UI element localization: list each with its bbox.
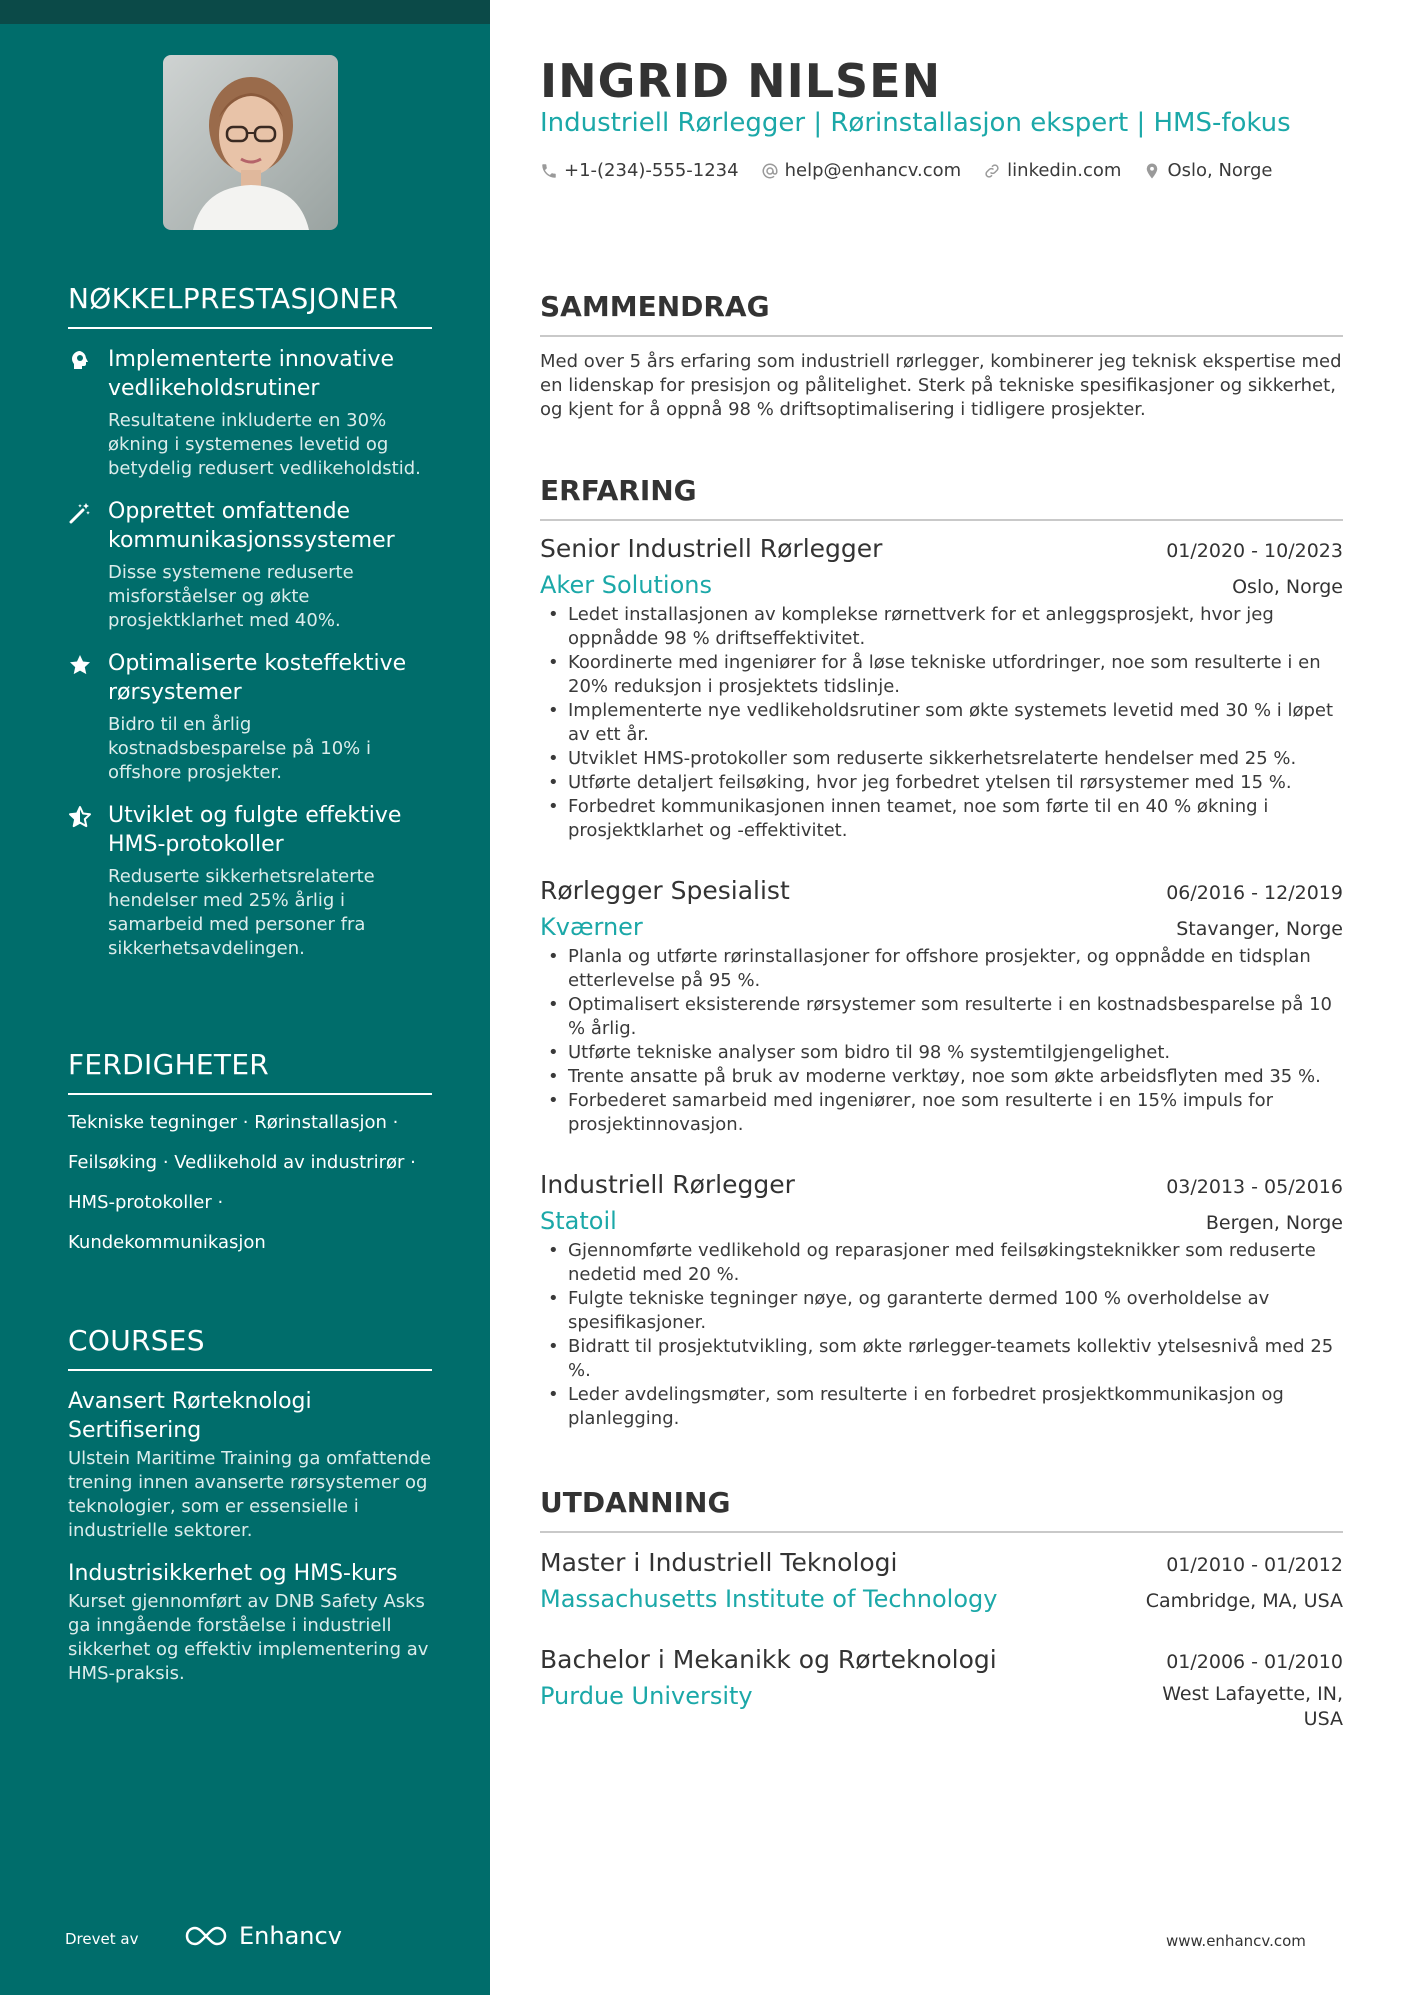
education-dates: 01/2006 - 01/2010 bbox=[1166, 1651, 1343, 1673]
education-location: Cambridge, MA, USA bbox=[1145, 1590, 1343, 1612]
company-name: Aker Solutions bbox=[540, 571, 712, 599]
job-dates: 06/2016 - 12/2019 bbox=[1166, 882, 1343, 904]
bullet-item: • Ledet installasjonen av komplekse rørnettverk for et anleggsprosjekt, hvor jeg oppnådde 98 % driftseffektivitet. bbox=[540, 603, 1343, 651]
magic-wand-icon bbox=[68, 497, 108, 633]
achievement-desc: Bidro til en årlig kostnadsbesparelse på 10% i offshore prosjekter. bbox=[108, 714, 371, 783]
course-item bbox=[68, 1559, 432, 1686]
link-icon bbox=[983, 162, 1001, 180]
candidate-name: INGRID NILSEN bbox=[540, 54, 942, 108]
summary-text: Med over 5 års erfaring som industriell rørlegger, kombinerer jeg teknisk ekspertise med en lidenskap for presisjon og pålitelighet. Sterk på tekniske spesifikasjoner og sikkerhet, og kjent for å oppnå 98 % driftsoptimalisering i tidligere prosjekter. bbox=[540, 351, 1342, 420]
course-item bbox=[68, 1387, 432, 1543]
company-name: Kværner bbox=[540, 913, 643, 941]
bullet-item: • Fulgte tekniske tegninger nøye, og garanterte dermed 100 % overholdelse av spesifikasjoner. bbox=[540, 1287, 1343, 1335]
bullet-item: • Leder avdelingsmøter, som resulterte i en forbedret prosjektkommunikasjon og planlegging. bbox=[540, 1383, 1343, 1431]
phone-icon bbox=[540, 162, 558, 180]
skills-heading: FERDIGHETER bbox=[68, 1048, 432, 1095]
job-location: Oslo, Norge bbox=[1232, 576, 1343, 598]
star-half-icon bbox=[68, 801, 108, 961]
education-entry bbox=[540, 1548, 1343, 1613]
phone-text: +1-(234)-555-1234 bbox=[564, 160, 739, 181]
location-pin-icon bbox=[1143, 162, 1161, 180]
courses-section bbox=[68, 1324, 432, 1686]
bullet-item: • Forbederet samarbeid med ingeniører, noe som resulterte i en 15% impuls for prosjektinnovasjon. bbox=[540, 1089, 1343, 1137]
school-name: Purdue University bbox=[540, 1682, 753, 1710]
course-desc: Kurset gjennomført av DNB Safety Asks ga inngående forståelse i industriell sikkerhet og effektiv implementering av HMS-praksis. bbox=[68, 1591, 429, 1684]
sidebar bbox=[0, 0, 490, 1995]
achievement-item bbox=[68, 345, 432, 481]
at-icon bbox=[761, 162, 779, 180]
star-icon bbox=[68, 649, 108, 785]
achievement-item bbox=[68, 801, 432, 961]
achievement-desc: Disse systemene reduserte misforståelser og økte prosjektklarhet med 40%. bbox=[108, 562, 354, 631]
course-title: Avansert Rørteknologi Sertifisering bbox=[68, 1389, 312, 1443]
contact-location bbox=[1143, 160, 1272, 181]
course-title: Industrisikkerhet og HMS-kurs bbox=[68, 1561, 398, 1586]
bullet-item: • Forbedret kommunikasjonen innen teamet, noe som førte til en 40 % økning i prosjektklarhet og -effektivitet. bbox=[540, 795, 1343, 843]
experience-heading: ERFARING bbox=[540, 474, 1343, 521]
achievements-section bbox=[68, 282, 432, 961]
skill-line: Tekniske tegninger · Rørinstallasjon · bbox=[68, 1112, 399, 1133]
contact-bar bbox=[540, 160, 1273, 181]
skill-line: Feilsøking · Vedlikehold av industrirør · bbox=[68, 1152, 416, 1173]
job-entry bbox=[540, 876, 1343, 1137]
job-bullets bbox=[540, 1239, 1343, 1431]
location-text: Oslo, Norge bbox=[1167, 160, 1273, 181]
contact-phone[interactable] bbox=[540, 160, 739, 181]
skill-line: HMS-protokoller · bbox=[68, 1192, 224, 1213]
job-title: Senior Industriell Rørlegger bbox=[540, 534, 883, 563]
education-heading: UTDANNING bbox=[540, 1486, 1343, 1533]
contact-email[interactable] bbox=[761, 160, 962, 181]
email-text: help@enhancv.com bbox=[784, 160, 962, 181]
job-location: Bergen, Norge bbox=[1205, 1212, 1343, 1234]
job-bullets bbox=[540, 945, 1343, 1137]
infinity-logo-icon bbox=[183, 1924, 229, 1948]
job-title: Rørlegger Spesialist bbox=[540, 876, 790, 905]
job-entry bbox=[540, 1170, 1343, 1431]
bullet-item: • Utviklet HMS-protokoller som reduserte sikkerhetsrelaterte hendelser med 25 %. bbox=[540, 747, 1343, 771]
degree-title: Master i Industriell Teknologi bbox=[540, 1548, 898, 1577]
bullet-item: • Koordinerte med ingeniører for å løse tekniske utfordringer, noe som resulterte i en 20% reduksjon i prosjektets tidslinje. bbox=[540, 651, 1343, 699]
contact-linkedin[interactable] bbox=[983, 160, 1121, 181]
skill-line: Kundekommunikasjon bbox=[68, 1232, 266, 1253]
education-dates: 01/2010 - 01/2012 bbox=[1166, 1554, 1343, 1576]
bullet-item: • Utførte detaljert feilsøking, hvor jeg forbedret ytelsen til rørsystemer med 15 %. bbox=[540, 771, 1343, 795]
bullet-item: • Implementerte nye vedlikeholdsrutiner som økte systemets levetid med 30 % i løpet av ett år. bbox=[540, 699, 1343, 747]
bullet-item: • Planla og utførte rørinstallasjoner for offshore prosjekter, og oppnådde en tidsplan etterlevelse på 95 %. bbox=[540, 945, 1343, 993]
achievement-title: Optimaliserte kosteffektive rørsystemer bbox=[108, 651, 407, 705]
headline: Industriell Rørlegger | Rørinstallasjon ekspert | HMS-fokus bbox=[540, 108, 1291, 138]
bullet-item: • Bidratt til prosjektutvikling, som økte rørlegger-teamets kollektiv ytelsesnivå med 25 %. bbox=[540, 1335, 1343, 1383]
job-title: Industriell Rørlegger bbox=[540, 1170, 795, 1199]
profile-photo bbox=[163, 55, 338, 230]
bullet-item: • Gjennomførte vedlikehold og reparasjoner med feilsøkingsteknikker som reduserte nedetid med 20 %. bbox=[540, 1239, 1343, 1287]
education-location: West Lafayette, IN, USA bbox=[1162, 1683, 1343, 1730]
job-bullets bbox=[540, 603, 1343, 843]
enhancv-logo[interactable] bbox=[183, 1922, 342, 1950]
brand-name: Enhancv bbox=[239, 1922, 342, 1950]
job-dates: 01/2020 - 10/2023 bbox=[1166, 540, 1343, 562]
powered-by-label: Drevet av bbox=[65, 1930, 139, 1948]
linkedin-text: linkedin.com bbox=[1007, 160, 1122, 181]
achievement-item bbox=[68, 497, 432, 633]
job-location: Stavanger, Norge bbox=[1176, 918, 1343, 940]
job-entry bbox=[540, 534, 1343, 843]
achievement-desc: Reduserte sikkerhetsrelaterte hendelser med 25% årlig i samarbeid med personer fra sikkerhetsavdelingen. bbox=[108, 866, 375, 959]
degree-title: Bachelor i Mekanikk og Rørteknologi bbox=[540, 1645, 997, 1674]
school-name: Massachusetts Institute of Technology bbox=[540, 1585, 998, 1613]
lightbulb-head-icon bbox=[68, 345, 108, 481]
skills-list bbox=[68, 1103, 432, 1263]
achievement-desc: Resultatene inkluderte en 30% økning i systemenes levetid og betydelig redusert vedlikeholdstid. bbox=[108, 410, 421, 479]
skills-section bbox=[68, 1048, 432, 1263]
achievement-title: Implementerte innovative vedlikeholdsrutiner bbox=[108, 347, 395, 401]
company-name: Statoil bbox=[540, 1207, 617, 1235]
achievement-title: Utviklet og fulgte effektive HMS-protokoller bbox=[108, 803, 402, 857]
footer-website-link[interactable]: www.enhancv.com bbox=[1166, 1932, 1306, 1950]
job-dates: 03/2013 - 05/2016 bbox=[1166, 1176, 1343, 1198]
achievements-heading: NØKKELPRESTASJONER bbox=[68, 282, 432, 329]
summary-heading: SAMMENDRAG bbox=[540, 290, 1343, 337]
bullet-item: • Utførte tekniske analyser som bidro til 98 % systemtilgjengelighet. bbox=[540, 1041, 1343, 1065]
education-entry bbox=[540, 1645, 1343, 1732]
achievement-title: Opprettet omfattende kommunikasjonssystemer bbox=[108, 499, 395, 553]
bullet-item: • Optimalisert eksisterende rørsystemer som resulterte i en kostnadsbesparelse på 10 % årlig. bbox=[540, 993, 1343, 1041]
courses-heading: COURSES bbox=[68, 1324, 432, 1371]
course-desc: Ulstein Maritime Training ga omfattende trening innen avanserte rørsystemer og teknologier, som er essensielle i industrielle sektorer. bbox=[68, 1448, 432, 1541]
sidebar-top-bar bbox=[0, 0, 490, 24]
bullet-item: • Trente ansatte på bruk av moderne verktøy, noe som økte arbeidsflyten med 35 %. bbox=[540, 1065, 1343, 1089]
achievement-item bbox=[68, 649, 432, 785]
